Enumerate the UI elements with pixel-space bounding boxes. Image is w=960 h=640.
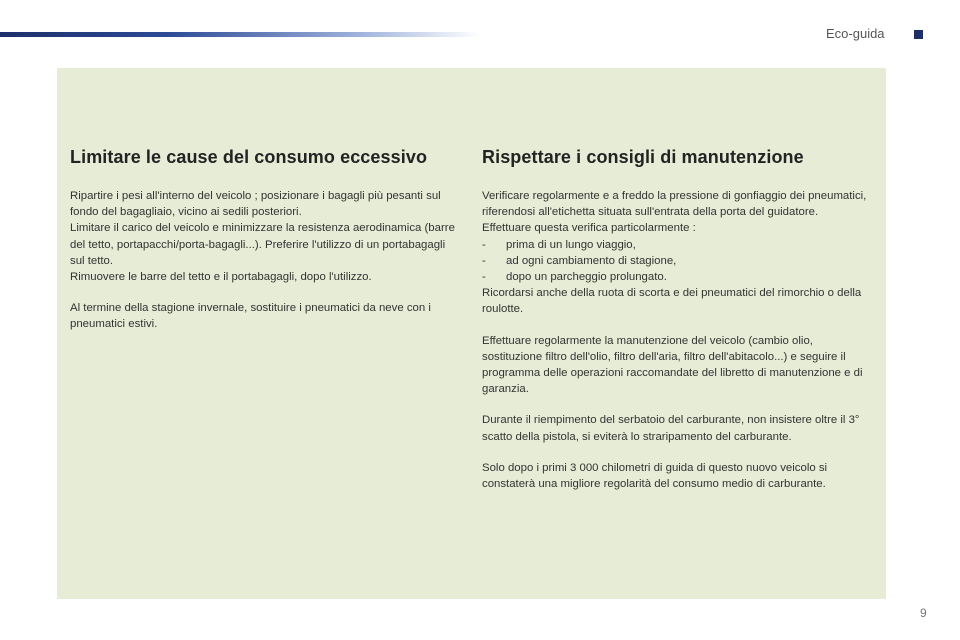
page-number: 9 (920, 606, 927, 620)
left-paragraph-1 (70, 188, 460, 285)
left-heading: Limitare le cause del consumo eccessivo (70, 147, 428, 167)
right-paragraph-4: Solo dopo i primi 3 000 chilometri di guida di questo nuovo veicolo si constaterà una migliore regolarità del consumo medio di carburante. (482, 461, 828, 491)
section-title: Eco-guida (826, 26, 885, 41)
left-para1-line: Limitare il carico del veicolo e minimizzare la resistenza aerodinamica (barre del tetto, portapacchi/porta-bagagli...). Preferire l'utilizzo di un portabagagli sul tetto. (70, 222, 455, 267)
left-para1-line: Ripartire i pesi all'interno del veicolo ; posizionare i bagagli più pesanti sul fondo del bagagliaio, vicino ai sedili posteriori. (70, 190, 441, 219)
header-accent-bar (0, 32, 480, 37)
right-para1-outro: Ricordarsi anche della ruota di scorta e dei pneumatici del rimorchio o della roulotte. (482, 287, 862, 316)
left-column (70, 147, 460, 348)
right-para1-intro: Verificare regolarmente e a freddo la pressione di gonfiaggio dei pneumatici, riferendosi all'etichetta situata sull'entrata della porta del guidatore. (482, 190, 867, 219)
right-column (482, 147, 872, 507)
right-paragraph-3: Durante il riempimento del serbatoio del carburante, non insistere oltre il 3° scatto della pistola, si eviterà lo straripamento del carburante. (482, 414, 860, 443)
right-paragraph-1 (482, 188, 872, 318)
content-panel (57, 68, 886, 599)
list-item: - prima di un lungo viaggio, (482, 237, 872, 253)
right-paragraph-2: Effettuare regolarmente la manutenzione del veicolo (cambio olio, sostituzione filtro dell'olio, filtro dell'aria, filtro dell'abitacolo...) e seguire il programma delle operazioni raccomandate del libretto di manutenzione e di garanzia. (482, 334, 863, 396)
header-square-marker (914, 30, 923, 39)
left-para1-line: Rimuovere le barre del tetto e il portabagagli, dopo l'utilizzo. (70, 271, 372, 284)
right-heading: Rispettare i consigli di manutenzione (482, 147, 804, 167)
list-item: - ad ogni cambiamento di stagione, (482, 253, 872, 269)
list-item: - dopo un parcheggio prolungato. (482, 269, 872, 285)
right-para1-lead: Effettuare questa verifica particolarmente : (482, 222, 696, 235)
left-paragraph-2: Al termine della stagione invernale, sostituire i pneumatici da neve con i pneumatici estivi. (70, 302, 431, 331)
